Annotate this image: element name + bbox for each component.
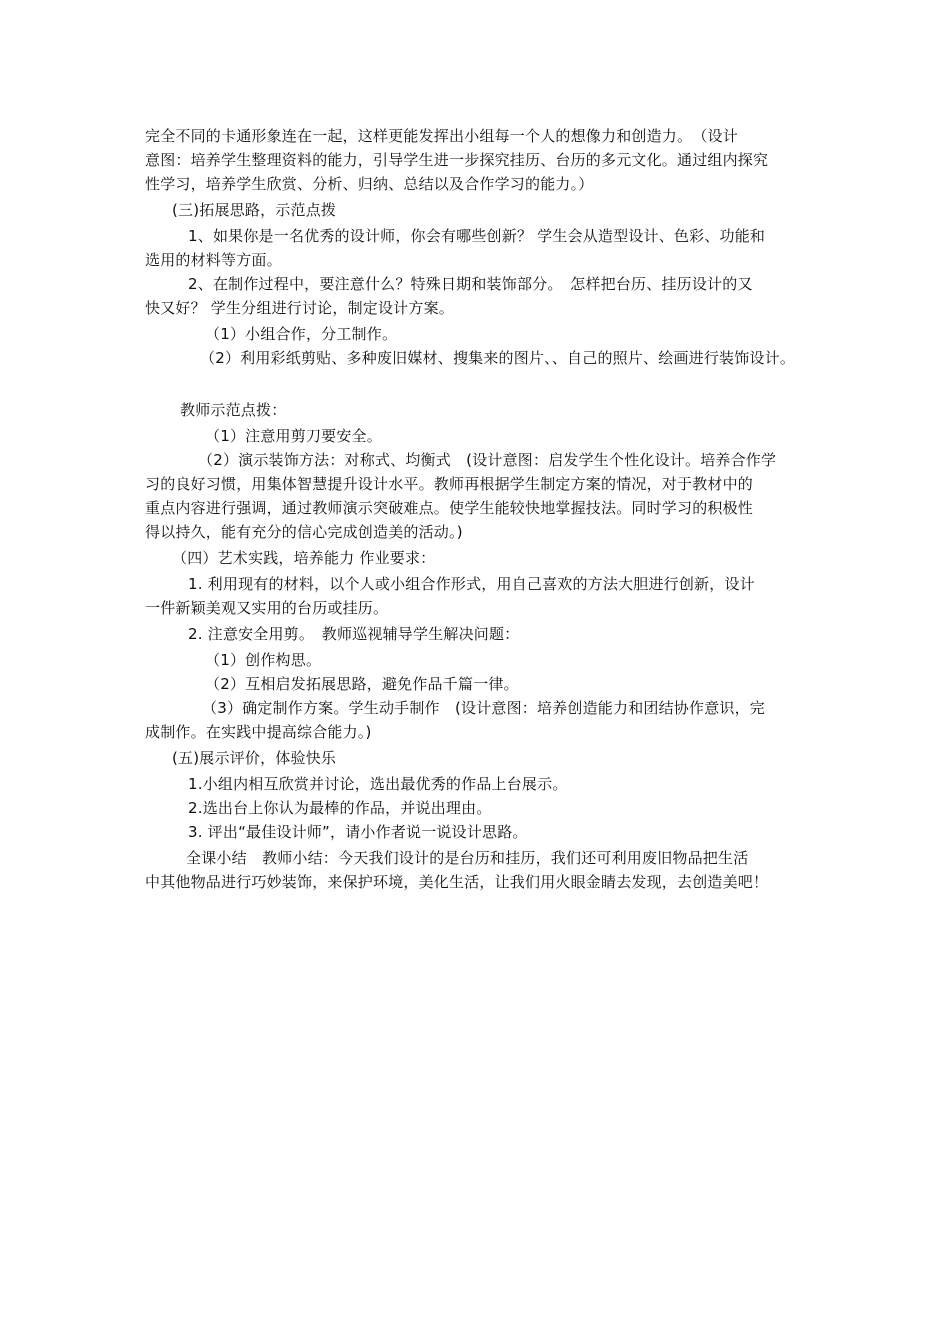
text-line: 3. 评出“最佳设计师”，请小作者说一说设计思路。 <box>188 823 528 841</box>
text-line: 选用的材料等方面。 <box>145 251 282 269</box>
text-line: （1）创作构思。 <box>205 651 322 669</box>
section-heading: (五)展示评价，体验快乐 <box>172 749 337 767</box>
text-line: 教师示范点拨： <box>180 401 287 419</box>
text-line: 1、如果你是一名优秀的设计师，你会有哪些创新？ 学生会从造型设计、色彩、功能和 <box>188 227 766 245</box>
text-line: 快又好？ 学生分组进行讨论，制定设计方案。 <box>145 299 454 317</box>
text-line: 得以持久，能有充分的信心完成创造美的活动。) <box>145 523 463 541</box>
text-line: （2）互相启发拓展思路，避免作品千篇一律。 <box>205 675 519 693</box>
text-line: 意图：培养学生整理资料的能力，引导学生进一步探究挂历、台历的多元文化。通过组内探究 <box>145 151 769 169</box>
text-line: 性学习，培养学生欣赏、分析、归纳、总结以及合作学习的能力。） <box>145 175 594 193</box>
text-line: 成制作。在实践中提高综合能力。) <box>145 723 372 741</box>
text-line: 2. 注意安全用剪。 教师巡视辅导学生解决问题： <box>188 625 520 643</box>
text-line: 全课小结 教师小结：今天我们设计的是台历和挂历，我们还可利用废旧物品把生活 <box>186 849 749 867</box>
section-heading: (三)拓展思路，示范点拨 <box>172 201 337 219</box>
text-line: 一件新颖美观又实用的台历或挂历。 <box>145 599 389 617</box>
text-line: （3）确定制作方案。学生动手制作 (设计意图：培养创造能力和团结协作意识，完 <box>202 699 765 717</box>
text-line: （2）利用彩纸剪贴、多种废旧媒材、搜集来的图片、、自己的照片、绘画进行装饰设计。 <box>200 349 796 367</box>
text-line: 重点内容进行强调，通过教师演示突破难点。使学生能较快地掌握技法。同时学习的积极性 <box>145 499 754 517</box>
text-line: 2、在制作过程中，要注意什么？特殊日期和装饰部分。 怎样把台历、挂历设计的又 <box>188 275 753 293</box>
text-line: 中其他物品进行巧妙装饰，来保护环境，美化生活，让我们用火眼金睛去发现，去创造美吧！ <box>145 873 769 891</box>
text-line: 1.小组内相互欣赏并讨论，选出最优秀的作品上台展示。 <box>188 775 568 793</box>
section-heading: （四）艺术实践，培养能力 作业要求： <box>172 549 436 567</box>
text-line: （1）注意用剪刀要安全。 <box>205 427 382 445</box>
text-line: 完全不同的卡通形象连在一起，这样更能发挥出小组每一个人的想像力和创造力。 （设计 <box>145 127 739 145</box>
text-line: （1）小组合作，分工制作。 <box>205 325 398 343</box>
text-line: （2）演示装饰方法：对称式、均衡式 (设计意图：启发学生个性化设计。培养合作学 <box>198 451 777 469</box>
text-line: 习的良好习惯，用集体智慧提升设计水平。教师再根据学生制定方案的情况，对于教材中的 <box>145 475 754 493</box>
text-line: 2.选出台上你认为最棒的作品，并说出理由。 <box>188 799 492 817</box>
text-line: 1. 利用现有的材料，以个人或小组合作形式，用自己喜欢的方法大胆进行创新，设计 <box>188 575 755 593</box>
